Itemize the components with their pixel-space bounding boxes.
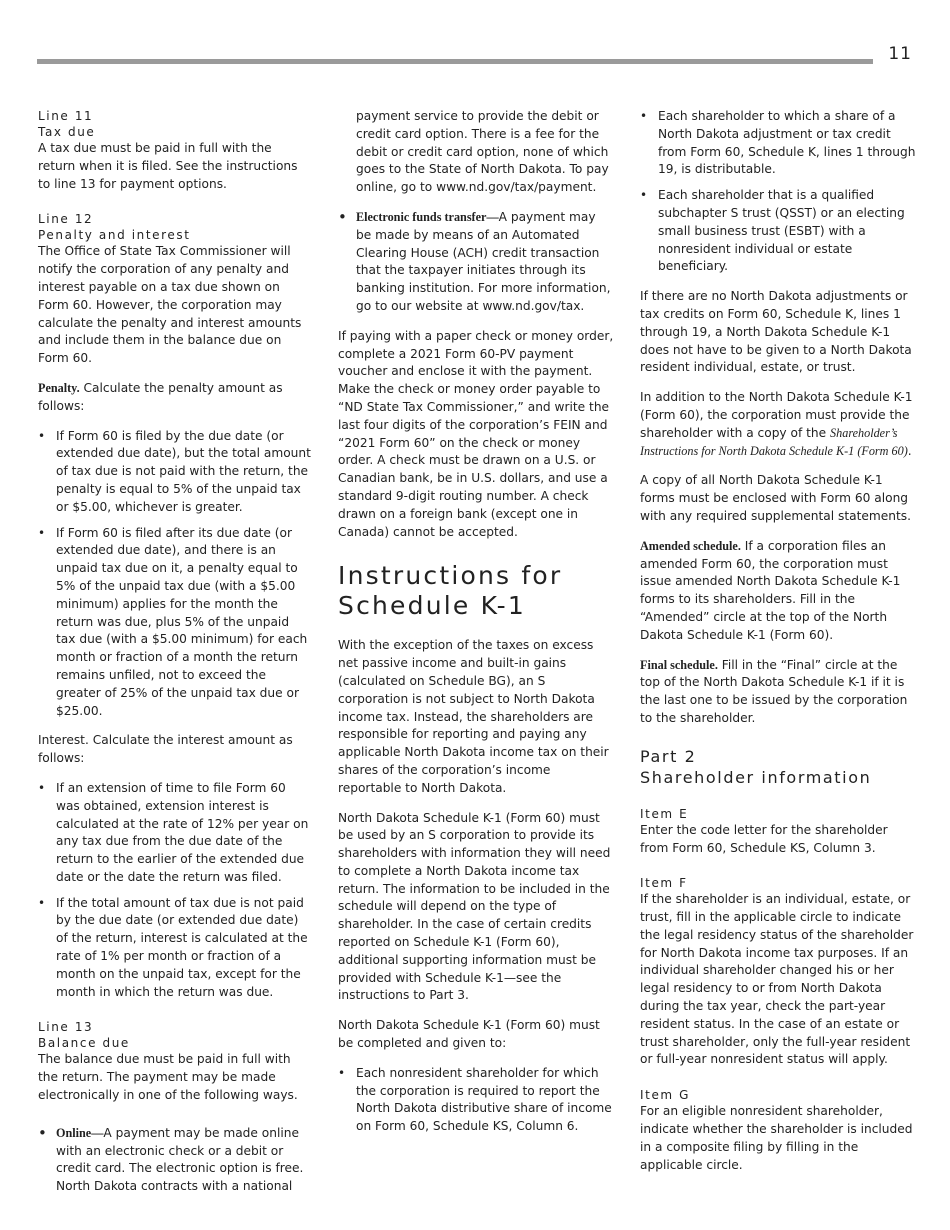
copy-enclosed-paragraph: A copy of all North Dakota Schedule K-1 forms must be enclosed with Form 60 along with any required supplemental statements. — [640, 473, 911, 523]
online-continued: payment service to provide the debit or credit card option. There is a fee for the debit or credit card option, none of which goes to the State of North Dakota. To pay online, go to www.nd.gov/tax/payment. — [356, 109, 609, 195]
k1-paragraph-2: North Dakota Schedule K-1 (Form 60) must be used by an S corporation to provide its shareholders with information they will need to complete a North Dakota income tax return. The information to be included in the schedule will depend on the type of shareholder. In the case of certain credits reported on Schedule K-1 (Form 60), additional supporting information must be provided with Schedule K-1—see the instructions to Part 3. — [338, 810, 611, 1003]
header-rule — [37, 59, 873, 64]
interest-list — [38, 780, 312, 1002]
interest-paragraph: Interest. Calculate the interest amount as follows: — [38, 733, 293, 766]
item-e-section — [640, 806, 916, 858]
item-f-section — [640, 875, 916, 1069]
item-f-title: Item F — [640, 876, 688, 891]
interest-bullet-1: • If an extension of time to file Form 60 was obtained, extension interest is calculated at the rate of 12% per year on any tax due from the due date of the return to the earlier of the extended due date or the date the return was filed. — [38, 780, 312, 887]
column-1 — [38, 108, 312, 1208]
eft-text: A payment may be made by means of an Automated Clearing House (ACH) credit transaction that the taxpayer initiates through its banking institution. For more information, go to our website at www.nd.gov/tax. — [356, 209, 611, 313]
instructions-copy-paragraph — [640, 389, 916, 460]
amended-lead: Amended schedule. — [640, 538, 741, 553]
page-number: 11 — [888, 44, 912, 64]
k1-recipient-list-continued — [640, 108, 916, 276]
penalty-paragraph — [38, 380, 312, 416]
line-12-title: Penalty and interest — [38, 228, 191, 243]
penalty-bullet-2: • If Form 60 is filed after its due date (or extended due date), and there is an unpaid tax due on it, a penalty equal to 5% of the unpaid tax due (with a $5.00 minimum) applies for the month the return was due, plus 5% of the unpaid tax due (with a $5.00 minimum) for each month or fraction of a month the return remains unfiled, not to exceed the greater of 25% of the unpaid tax due or $25.00. — [38, 525, 312, 721]
eft-bullet — [338, 209, 614, 316]
part-2-heading — [640, 746, 916, 788]
eft-list — [338, 209, 614, 316]
section-heading-line-1: Instructions for — [338, 561, 563, 591]
item-g-section — [640, 1087, 916, 1174]
penalty-list — [38, 428, 312, 721]
final-lead: Final schedule. — [640, 657, 718, 672]
item-f-text: If the shareholder is an individual, estate, or trust, fill in the applicable circle to indicate the legal residency status of the shareholder for North Dakota income tax purposes. If an individual shareholder changed his or her legal residency to or from North Dakota during the tax year, check the part-year resident status. In the case of an estate or trust shareholder, only the full-year resident or full-year nonresident status will apply. — [640, 892, 914, 1067]
line-13-section — [38, 1019, 312, 1196]
online-lead: Online— — [56, 1125, 104, 1140]
instructions-copy-text: In addition to the North Dakota Schedule K-1 (Form 60), the corporation must provide the shareholder with a copy of the — [640, 390, 913, 440]
line-12-text: The Office of State Tax Commissioner will notify the corporation of any penalty and interest payable on a tax due shown on Form 60. However, the corporation may calculate the penalty and interest amounts and include them in the balance due on Form 60. — [38, 244, 302, 366]
item-g-text: For an eligible nonresident shareholder, indicate whether the shareholder is included in a composite filing by filling in the applicable circle. — [640, 1104, 913, 1172]
interest-bullet-2: • If the total amount of tax due is not paid by the due date (or extended due date) of the return, interest is calculated at the rate of 1% per month or fraction of a month on the unpaid tax, except for the month in which the return was due. — [38, 895, 312, 1002]
column-3 — [640, 108, 916, 1186]
line-13-text: The balance due must be paid in full with the return. The payment may be made electronically in one of the following ways. — [38, 1052, 298, 1103]
no-adjustments-paragraph: If there are no North Dakota adjustments or tax credits on Form 60, Schedule K, lines 1 through 19, a North Dakota Schedule K-1 does not have to be given to a North Dakota resident individual, estate, or trust. — [640, 289, 912, 375]
final-text: Fill in the “Final” circle at the top of the North Dakota Schedule K-1 if it is the last one to be issued by the corporation to the shareholder. — [640, 657, 908, 725]
k1-bullet-2: • Each shareholder to which a share of a North Dakota adjustment or tax credit from Form 60, Schedule K, lines 1 through 19, is distributable. — [640, 108, 916, 179]
paper-check-paragraph: If paying with a paper check or money order, complete a 2021 Form 60-PV payment voucher and enclose it with the payment. Make the check or money order payable to “ND State Tax Commissioner,” and write the last four digits of the corporation’s FEIN and “2021 Form 60” on the check or money order. A check must be drawn on a U.S. or Canadian bank, be in U.S. dollars, and use a standard 9-digit routing number. A check drawn on a foreign bank (except one in Canada) cannot be accepted. — [338, 328, 614, 539]
line-12-section — [38, 211, 312, 1001]
part-2-label: Part 2 — [640, 746, 697, 766]
amended-text: If a corporation files an amended Form 60, the corporation must issue amended North Dakota Schedule K-1 forms to its shareholders. Fill in the “Amended” circle at the top of the North Dakota Schedule K-1 (Form 60). — [640, 538, 901, 642]
amended-paragraph — [640, 538, 916, 645]
instructions-copy-end: . — [907, 443, 912, 458]
item-e-title: Item E — [640, 806, 689, 821]
online-text: A payment may be made online with an electronic check or a debit or credit card. The electronic option is free. North Dakota contracts with a national — [56, 1125, 304, 1194]
penalty-text: Calculate the penalty amount as follows: — [38, 380, 283, 413]
item-g-title: Item G — [640, 1088, 691, 1103]
column-2 — [338, 108, 614, 1148]
line-11-number: Line 11 — [38, 109, 94, 123]
k1-paragraph-1: With the exception of the taxes on excess net passive income and built-in gains (calculated on Schedule BG), an S corporation is not subject to North Dakota income tax. Instead, the shareholders are responsible for reporting and paying any applicable North Dakota income tax on their shares of the corporation’s income reportable to North Dakota. — [338, 638, 609, 795]
instructions-copy-title: Shareholder’s Instructions for North Dakota Schedule K-1 (Form 60) — [640, 425, 908, 458]
line-11-section — [38, 108, 312, 193]
penalty-bullet-1: • If Form 60 is filed by the due date (or extended due date), but the total amount of tax due is not paid with the return, the penalty is equal to 5% of the unpaid tax or $5.00, whichever is greater. — [38, 428, 312, 517]
online-bullet — [38, 1125, 312, 1196]
item-e-text: Enter the code letter for the shareholder from Form 60, Schedule KS, Column 3. — [640, 822, 888, 855]
final-paragraph — [640, 657, 916, 728]
line-12-number: Line 12 — [38, 212, 94, 227]
line-11-text: A tax due must be paid in full with the return when it is filed. See the instructions to line 13 for payment options. — [38, 141, 298, 191]
k1-paragraph-3: North Dakota Schedule K-1 (Form 60) must be completed and given to: — [338, 1018, 600, 1051]
line-13-number: Line 13 — [38, 1020, 94, 1035]
line-11-title: Tax due — [38, 125, 96, 139]
penalty-lead: Penalty. — [38, 380, 80, 395]
section-heading-line-2: Schedule K-1 — [338, 591, 526, 621]
payment-list — [38, 1125, 312, 1196]
k1-bullet-1: • Each nonresident shareholder for which the corporation is required to report the North Dakota distributive share of income on Form 60, Schedule KS, Column 6. — [338, 1065, 614, 1136]
k1-bullet-3: • Each shareholder that is a qualified subchapter S trust (QSST) or an electing small business trust (ESBT) with a nonresident individual or estate beneficiary. — [640, 187, 916, 276]
k1-recipient-list — [338, 1065, 614, 1136]
line-13-title: Balance due — [38, 1036, 130, 1051]
section-heading — [338, 561, 614, 621]
part-2-title: Shareholder information — [640, 767, 872, 787]
eft-lead: Electronic funds transfer— — [356, 209, 499, 224]
